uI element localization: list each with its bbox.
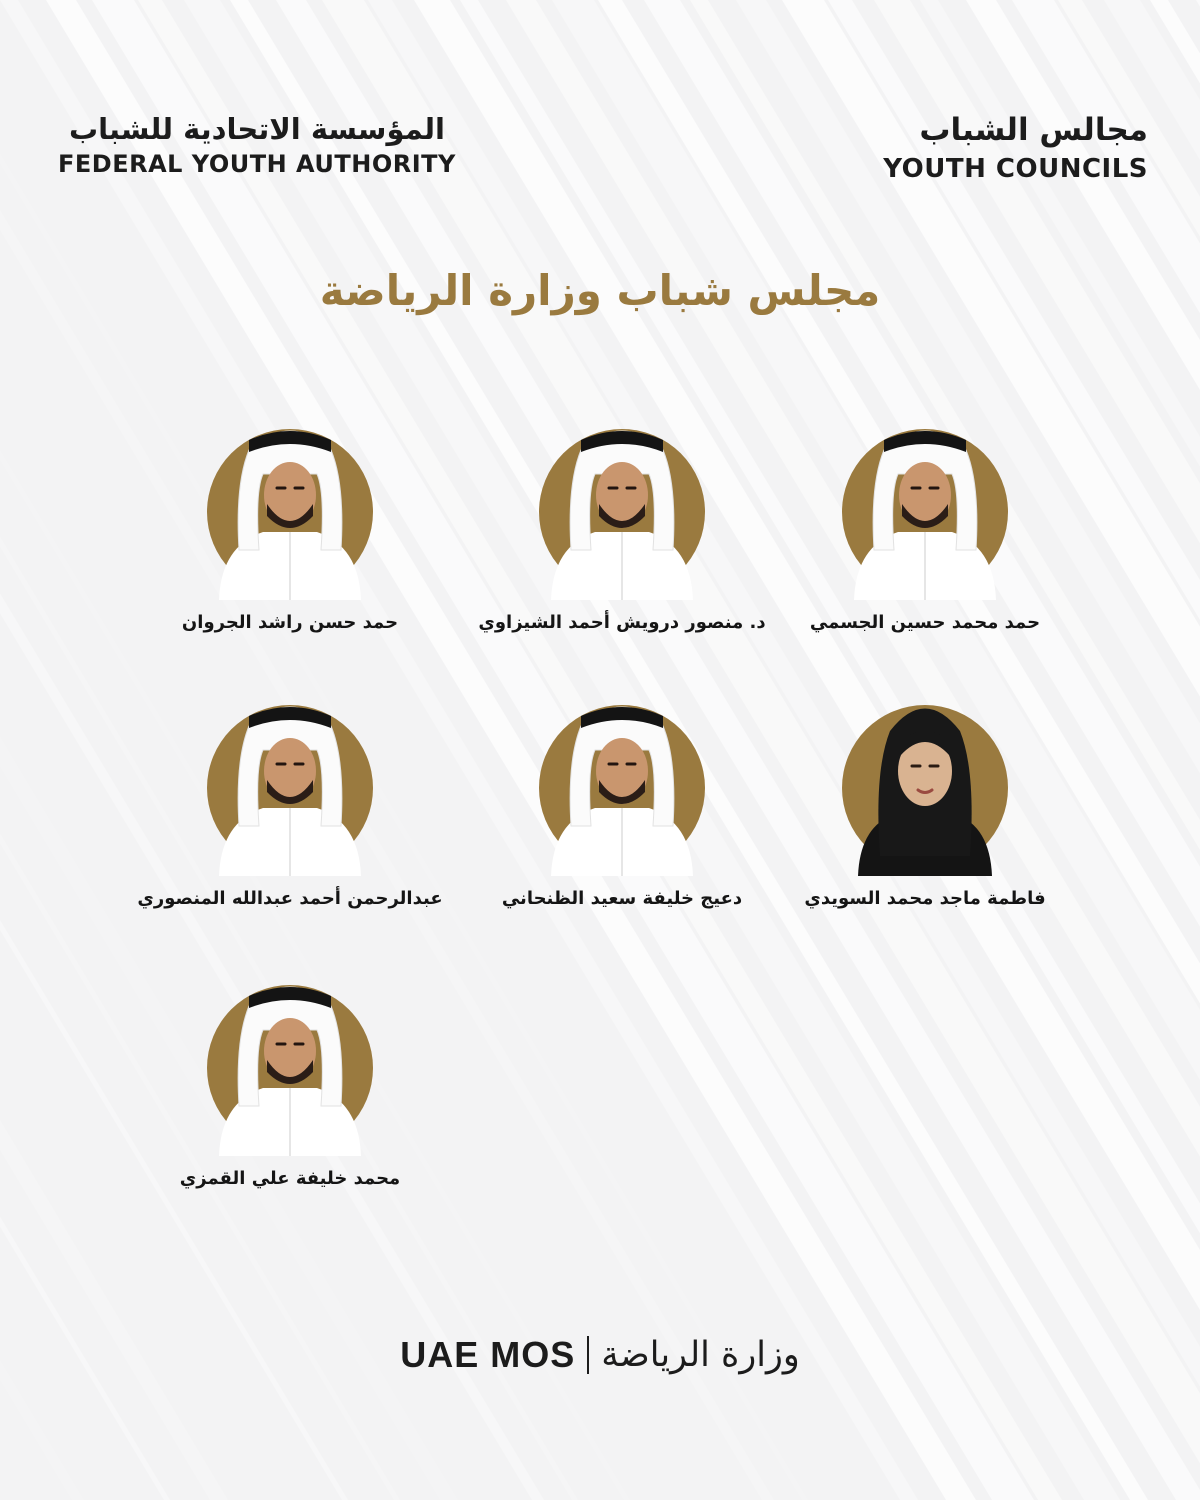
youth-councils-arabic: مجالس الشباب (919, 112, 1148, 148)
member-name: حمد محمد حسين الجسمي (809, 612, 1041, 633)
youth-councils-english: YOUTH COUNCILS (883, 154, 1148, 184)
portrait-illustration (840, 400, 1010, 600)
federal-youth-authority-arabic: المؤسسة الاتحادية للشباب (68, 112, 445, 146)
footer-signature (0, 1334, 1200, 1376)
federal-youth-authority-english: FEDERAL YOUTH AUTHORITY (58, 150, 456, 178)
member-portrait (537, 676, 707, 876)
member-portrait (537, 400, 707, 600)
portrait-illustration (537, 676, 707, 876)
member-name: عبدالرحمن أحمد عبدالله المنصوري (137, 888, 443, 909)
footer-brand: UAE MOS (400, 1334, 576, 1375)
member-portrait (840, 676, 1010, 876)
member-name: حمد حسن راشد الجروان (181, 612, 399, 633)
member-name: محمد خليفة علي القمزي (179, 1168, 401, 1189)
footer-divider (587, 1336, 589, 1374)
member-portrait (205, 676, 375, 876)
member-portrait (205, 956, 375, 1156)
member-name: فاطمة ماجد محمد السويدي (804, 888, 1046, 909)
portrait-illustration (537, 400, 707, 600)
member-portrait (840, 400, 1010, 600)
portrait-illustration (205, 676, 375, 876)
member-portrait (205, 400, 375, 600)
youth-councils-logo (883, 112, 1148, 184)
portrait-illustration (205, 400, 375, 600)
member-name: دعيج خليفة سعيد الظنحاني (501, 888, 743, 909)
federal-youth-authority-logo (58, 112, 456, 178)
member-card (432, 676, 812, 936)
member-card (100, 676, 480, 936)
footer-ministry: وزارة الرياضة (601, 1335, 800, 1375)
member-name: د. منصور درويش أحمد الشيزاوي (478, 612, 766, 633)
portrait-illustration (205, 956, 375, 1156)
portrait-illustration (840, 676, 1010, 876)
member-card (100, 956, 480, 1216)
council-title: مجلس شباب وزارة الرياضة (319, 266, 881, 315)
member-card (100, 400, 480, 660)
member-card (432, 400, 812, 660)
